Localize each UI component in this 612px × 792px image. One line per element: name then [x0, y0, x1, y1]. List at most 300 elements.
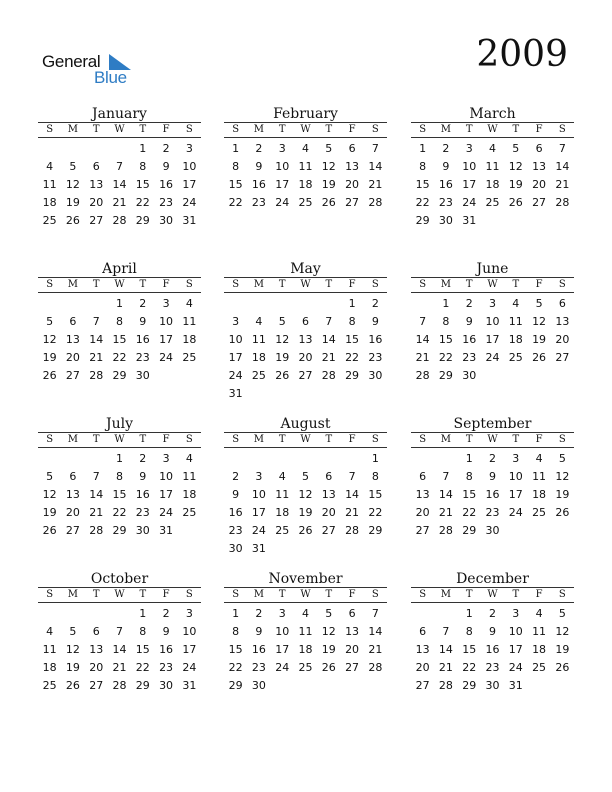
day-cell: 12 [298, 488, 313, 501]
weekday-label: T [325, 279, 333, 290]
month-name: March [469, 106, 516, 122]
day-cell: 1 [139, 607, 147, 620]
day-cell: 1 [115, 297, 123, 310]
month-name: January [92, 106, 147, 122]
weekday-label: S [185, 279, 193, 290]
day-cell: 17 [485, 333, 500, 346]
weekday-label: S [232, 279, 240, 290]
day-cell: 30 [159, 679, 174, 692]
weekday-label: T [325, 434, 333, 445]
day-cell: 26 [65, 679, 80, 692]
weekday-label: S [419, 124, 427, 135]
day-cell: 14 [368, 625, 383, 638]
logo-word-general: General [42, 52, 101, 71]
empty-day-cell [247, 295, 270, 313]
day-cell: 19 [555, 488, 570, 501]
day-cell: 5 [558, 452, 566, 465]
day-cell: 25 [182, 351, 197, 364]
day-cell: 15 [345, 333, 360, 346]
empty-day-cell [271, 295, 294, 313]
day-cell: 21 [321, 351, 336, 364]
day-cell: 21 [368, 178, 383, 191]
weekday-label: M [67, 124, 79, 135]
day-cell: 23 [485, 661, 500, 674]
weekday-label: W [114, 124, 125, 135]
weekday-header [224, 432, 387, 448]
weekday-label: S [232, 589, 240, 600]
day-cell: 11 [275, 488, 290, 501]
empty-day-cell [85, 605, 108, 623]
weekday-label: S [371, 124, 379, 135]
day-grid [224, 140, 387, 212]
day-cell: 3 [255, 470, 263, 483]
weekday-label: T [92, 434, 100, 445]
day-cell: 9 [488, 625, 496, 638]
day-cell: 5 [325, 607, 333, 620]
day-cell: 22 [112, 506, 127, 519]
day-cell: 15 [112, 333, 127, 346]
day-cell: 30 [135, 524, 150, 537]
day-grid [224, 450, 387, 558]
day-cell: 23 [462, 351, 477, 364]
day-cell: 28 [438, 679, 453, 692]
day-cell: 27 [555, 351, 570, 364]
empty-day-cell [434, 605, 457, 623]
day-cell: 17 [182, 643, 197, 656]
day-cell: 24 [485, 351, 500, 364]
weekday-label: T [139, 124, 147, 135]
day-cell: 1 [115, 452, 123, 465]
day-cell: 19 [508, 178, 523, 191]
day-cell: 23 [438, 196, 453, 209]
day-cell: 28 [321, 369, 336, 382]
day-cell: 13 [89, 643, 104, 656]
day-cell: 21 [89, 506, 104, 519]
day-cell: 3 [232, 315, 240, 328]
day-cell: 2 [232, 470, 240, 483]
day-cell: 25 [485, 196, 500, 209]
weekday-label: S [185, 589, 193, 600]
day-cell: 14 [368, 160, 383, 173]
day-cell: 22 [228, 661, 243, 674]
month-january [38, 106, 201, 230]
weekday-label: W [487, 279, 498, 290]
day-cell: 9 [371, 315, 379, 328]
day-cell: 17 [275, 643, 290, 656]
empty-day-cell [411, 450, 434, 468]
day-cell: 16 [159, 643, 174, 656]
day-cell: 11 [298, 160, 313, 173]
month-july [38, 416, 201, 540]
day-cell: 18 [298, 643, 313, 656]
day-cell: 29 [112, 369, 127, 382]
day-cell: 24 [182, 661, 197, 674]
weekday-label: F [162, 434, 170, 445]
day-cell: 18 [182, 333, 197, 346]
day-cell: 19 [532, 333, 547, 346]
weekday-header [411, 277, 574, 293]
day-cell: 16 [438, 178, 453, 191]
day-cell: 10 [182, 625, 197, 638]
weekday-label: T [278, 124, 286, 135]
day-cell: 5 [69, 160, 77, 173]
day-cell: 6 [92, 160, 100, 173]
logo-word-blue: Blue [94, 68, 127, 87]
day-cell: 24 [228, 369, 243, 382]
day-cell: 7 [92, 315, 100, 328]
day-cell: 21 [345, 506, 360, 519]
day-cell: 9 [255, 625, 263, 638]
month-name: November [268, 571, 343, 587]
day-cell: 5 [301, 470, 309, 483]
day-cell: 23 [159, 196, 174, 209]
weekday-label: F [162, 279, 170, 290]
empty-day-cell [434, 450, 457, 468]
day-cell: 4 [535, 607, 543, 620]
day-cell: 11 [42, 643, 57, 656]
day-cell: 9 [255, 160, 263, 173]
day-cell: 1 [465, 607, 473, 620]
day-cell: 20 [555, 333, 570, 346]
day-cell: 30 [251, 679, 266, 692]
weekday-label: T [92, 124, 100, 135]
day-grid [224, 295, 387, 403]
weekday-label: F [535, 434, 543, 445]
day-cell: 26 [532, 351, 547, 364]
day-cell: 24 [159, 506, 174, 519]
day-cell: 6 [325, 470, 333, 483]
day-cell: 10 [159, 315, 174, 328]
day-cell: 16 [368, 333, 383, 346]
day-cell: 5 [325, 142, 333, 155]
weekday-label: T [512, 124, 520, 135]
day-cell: 1 [232, 607, 240, 620]
day-cell: 13 [532, 160, 547, 173]
day-cell: 25 [182, 506, 197, 519]
day-cell: 22 [228, 196, 243, 209]
day-cell: 29 [368, 524, 383, 537]
day-cell: 2 [162, 607, 170, 620]
empty-day-cell [85, 450, 108, 468]
day-cell: 21 [555, 178, 570, 191]
day-cell: 8 [115, 315, 123, 328]
day-cell: 15 [228, 178, 243, 191]
day-cell: 9 [488, 470, 496, 483]
empty-day-cell [340, 450, 363, 468]
weekday-header [38, 122, 201, 138]
day-cell: 3 [185, 142, 193, 155]
day-cell: 20 [65, 506, 80, 519]
day-cell: 14 [438, 643, 453, 656]
day-cell: 7 [348, 470, 356, 483]
weekday-label: S [185, 124, 193, 135]
day-cell: 30 [228, 542, 243, 555]
empty-day-cell [317, 450, 340, 468]
day-cell: 4 [535, 452, 543, 465]
weekday-label: F [348, 124, 356, 135]
day-cell: 1 [139, 142, 147, 155]
day-cell: 5 [46, 470, 54, 483]
day-cell: 27 [298, 369, 313, 382]
day-cell: 10 [485, 315, 500, 328]
day-cell: 17 [159, 333, 174, 346]
day-cell: 4 [301, 142, 309, 155]
day-cell: 24 [508, 661, 523, 674]
day-cell: 24 [508, 506, 523, 519]
day-cell: 8 [465, 470, 473, 483]
day-cell: 7 [92, 470, 100, 483]
day-cell: 27 [89, 679, 104, 692]
day-cell: 25 [298, 196, 313, 209]
month-name: February [273, 106, 338, 122]
day-cell: 6 [419, 625, 427, 638]
day-cell: 20 [89, 196, 104, 209]
day-cell: 7 [558, 142, 566, 155]
day-cell: 18 [251, 351, 266, 364]
day-cell: 19 [275, 351, 290, 364]
day-cell: 20 [321, 506, 336, 519]
day-cell: 28 [438, 524, 453, 537]
day-cell: 4 [301, 607, 309, 620]
day-cell: 24 [275, 661, 290, 674]
month-name: July [105, 416, 133, 432]
day-cell: 28 [415, 369, 430, 382]
day-cell: 24 [275, 196, 290, 209]
day-cell: 21 [438, 506, 453, 519]
weekday-label: S [232, 124, 240, 135]
month-name: June [476, 261, 509, 277]
day-cell: 3 [278, 607, 286, 620]
day-cell: 25 [508, 351, 523, 364]
weekday-label: T [139, 279, 147, 290]
weekday-label: W [487, 589, 498, 600]
day-cell: 10 [251, 488, 266, 501]
weekday-label: T [278, 434, 286, 445]
day-grid [224, 605, 387, 695]
day-cell: 15 [462, 643, 477, 656]
weekday-label: M [253, 279, 265, 290]
day-cell: 20 [65, 351, 80, 364]
day-cell: 29 [415, 214, 430, 227]
day-cell: 9 [139, 470, 147, 483]
day-cell: 20 [298, 351, 313, 364]
weekday-label: F [162, 589, 170, 600]
weekday-label: S [232, 434, 240, 445]
day-cell: 13 [298, 333, 313, 346]
day-cell: 14 [438, 488, 453, 501]
day-cell: 18 [182, 488, 197, 501]
month-october [38, 571, 201, 695]
day-cell: 20 [415, 506, 430, 519]
day-cell: 25 [532, 661, 547, 674]
day-cell: 19 [42, 351, 57, 364]
weekday-label: T [465, 589, 473, 600]
weekday-label: S [46, 434, 54, 445]
day-cell: 7 [442, 470, 450, 483]
day-cell: 4 [488, 142, 496, 155]
empty-day-cell [61, 605, 84, 623]
day-cell: 12 [321, 160, 336, 173]
weekday-header [224, 122, 387, 138]
empty-day-cell [411, 605, 434, 623]
day-cell: 12 [532, 315, 547, 328]
day-cell: 3 [465, 142, 473, 155]
weekday-label: M [253, 124, 265, 135]
day-cell: 29 [438, 369, 453, 382]
month-december [411, 571, 574, 695]
weekday-header [38, 587, 201, 603]
day-cell: 22 [438, 351, 453, 364]
day-cell: 16 [135, 488, 150, 501]
day-cell: 31 [182, 214, 197, 227]
day-cell: 25 [532, 506, 547, 519]
empty-day-cell [38, 605, 61, 623]
empty-day-cell [38, 295, 61, 313]
weekday-label: S [419, 279, 427, 290]
day-cell: 9 [162, 625, 170, 638]
day-cell: 4 [255, 315, 263, 328]
empty-day-cell [294, 295, 317, 313]
weekday-label: T [325, 124, 333, 135]
weekday-label: W [300, 279, 311, 290]
day-cell: 11 [251, 333, 266, 346]
weekday-label: F [535, 279, 543, 290]
day-cell: 17 [275, 178, 290, 191]
day-cell: 2 [465, 297, 473, 310]
day-cell: 16 [251, 643, 266, 656]
weekday-label: M [440, 279, 452, 290]
day-cell: 15 [462, 488, 477, 501]
weekday-label: W [300, 434, 311, 445]
day-cell: 14 [112, 643, 127, 656]
weekday-label: M [440, 589, 452, 600]
day-cell: 13 [65, 333, 80, 346]
day-cell: 22 [462, 506, 477, 519]
day-cell: 30 [438, 214, 453, 227]
day-cell: 12 [42, 333, 57, 346]
month-name: October [90, 571, 149, 587]
day-cell: 23 [485, 506, 500, 519]
day-cell: 3 [185, 607, 193, 620]
weekday-label: F [348, 589, 356, 600]
day-cell: 25 [275, 524, 290, 537]
day-cell: 22 [415, 196, 430, 209]
day-cell: 10 [508, 625, 523, 638]
day-cell: 3 [512, 452, 520, 465]
day-cell: 4 [185, 297, 193, 310]
weekday-label: M [67, 434, 79, 445]
day-cell: 21 [89, 351, 104, 364]
empty-day-cell [61, 450, 84, 468]
day-cell: 29 [112, 524, 127, 537]
day-cell: 13 [415, 643, 430, 656]
day-cell: 6 [419, 470, 427, 483]
day-cell: 12 [42, 488, 57, 501]
day-cell: 26 [298, 524, 313, 537]
day-cell: 1 [442, 297, 450, 310]
weekday-label: S [371, 279, 379, 290]
day-cell: 19 [65, 661, 80, 674]
weekday-label: W [114, 589, 125, 600]
day-cell: 5 [46, 315, 54, 328]
day-cell: 26 [508, 196, 523, 209]
day-cell: 27 [321, 524, 336, 537]
day-cell: 16 [228, 506, 243, 519]
day-cell: 2 [255, 607, 263, 620]
month-february [224, 106, 387, 212]
day-cell: 3 [488, 297, 496, 310]
day-grid [38, 450, 201, 540]
day-cell: 14 [321, 333, 336, 346]
day-cell: 23 [228, 524, 243, 537]
day-cell: 5 [278, 315, 286, 328]
day-cell: 9 [465, 315, 473, 328]
day-cell: 20 [345, 643, 360, 656]
day-cell: 17 [462, 178, 477, 191]
day-cell: 30 [159, 214, 174, 227]
empty-day-cell [38, 140, 61, 158]
day-cell: 6 [558, 297, 566, 310]
day-cell: 22 [135, 661, 150, 674]
day-cell: 2 [488, 607, 496, 620]
day-cell: 25 [42, 679, 57, 692]
day-cell: 24 [251, 524, 266, 537]
day-cell: 10 [275, 160, 290, 173]
day-cell: 27 [415, 679, 430, 692]
day-cell: 14 [89, 333, 104, 346]
day-cell: 23 [251, 661, 266, 674]
day-cell: 8 [232, 160, 240, 173]
day-grid [411, 450, 574, 540]
day-cell: 10 [508, 470, 523, 483]
weekday-label: S [558, 124, 566, 135]
day-cell: 9 [139, 315, 147, 328]
day-cell: 26 [555, 661, 570, 674]
weekday-label: T [325, 589, 333, 600]
day-cell: 28 [89, 369, 104, 382]
day-cell: 4 [46, 625, 54, 638]
weekday-label: F [535, 589, 543, 600]
day-cell: 2 [139, 297, 147, 310]
day-cell: 27 [532, 196, 547, 209]
day-cell: 14 [89, 488, 104, 501]
day-cell: 13 [345, 625, 360, 638]
weekday-header [411, 587, 574, 603]
weekday-label: T [92, 279, 100, 290]
day-cell: 2 [442, 142, 450, 155]
day-cell: 28 [112, 214, 127, 227]
day-cell: 15 [368, 488, 383, 501]
day-cell: 6 [348, 142, 356, 155]
weekday-label: S [46, 124, 54, 135]
day-cell: 6 [92, 625, 100, 638]
day-cell: 7 [325, 315, 333, 328]
day-cell: 11 [182, 315, 197, 328]
day-cell: 5 [558, 607, 566, 620]
weekday-label: S [185, 434, 193, 445]
day-cell: 18 [298, 178, 313, 191]
weekday-label: M [440, 434, 452, 445]
day-cell: 21 [368, 643, 383, 656]
weekday-label: W [487, 124, 498, 135]
day-cell: 6 [69, 315, 77, 328]
weekday-label: S [419, 434, 427, 445]
empty-day-cell [294, 450, 317, 468]
day-cell: 6 [69, 470, 77, 483]
weekday-header [38, 432, 201, 448]
weekday-header [411, 122, 574, 138]
day-cell: 28 [345, 524, 360, 537]
